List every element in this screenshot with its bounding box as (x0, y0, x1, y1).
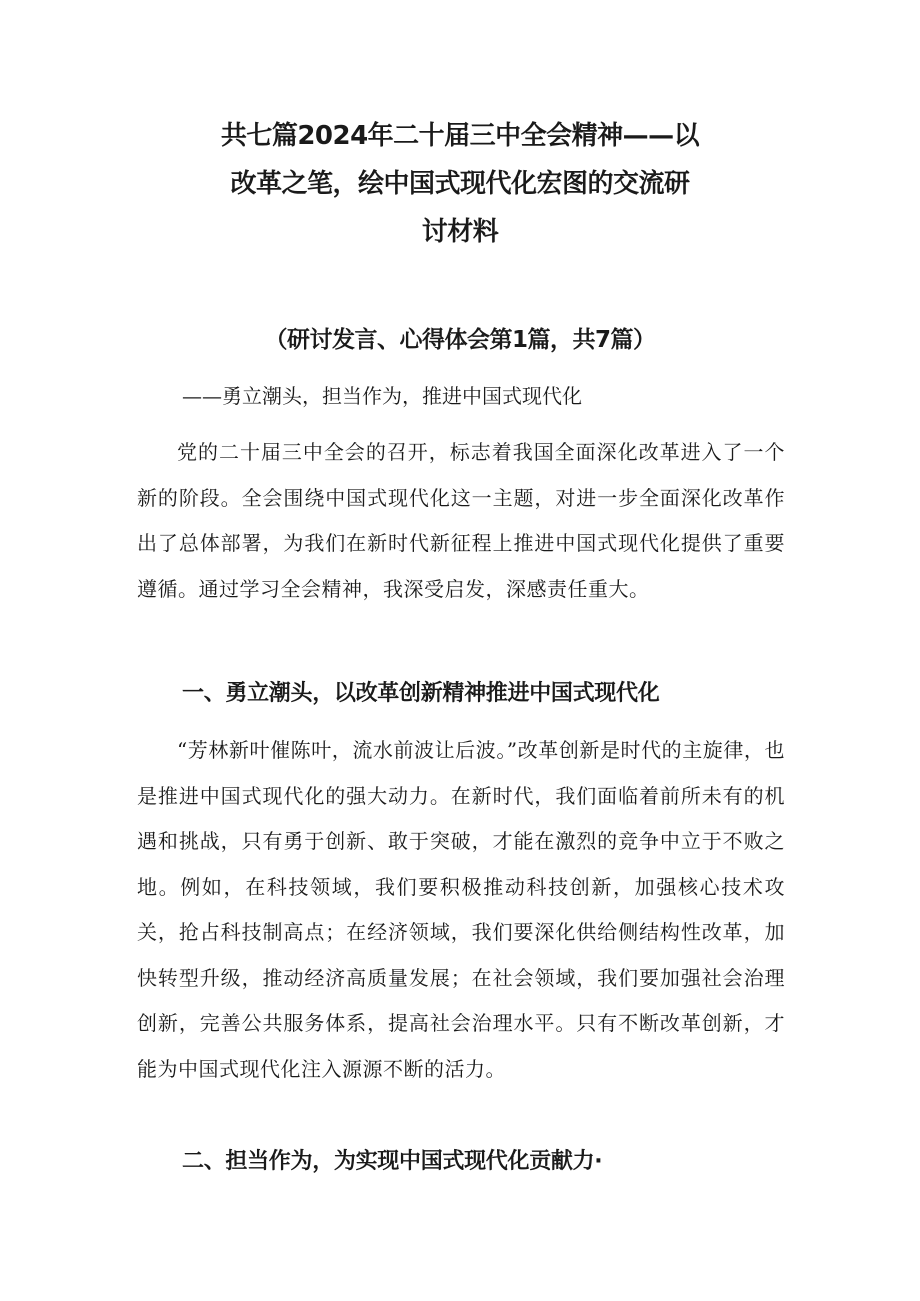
section-2-heading: 二、担当作为，为实现中国式现代化贡献力· (182, 1149, 603, 1174)
title-line-1: 共七篇2024年二十届三中全会精神——以 (220, 121, 700, 151)
document-title (180, 112, 740, 256)
section-1-heading: 一、勇立潮头，以改革创新精神推进中国式现代化 (182, 681, 660, 706)
title-line-3: 讨材料 (421, 217, 499, 247)
document-subtitle: （研讨发言、心得体会第1篇，共7篇） (264, 327, 656, 353)
section-1-paragraph: “芳林新叶催陈叶，流水前波让后波。”改革创新是时代的主旋律，也是推进中国式现代化的强大动力。在新时代，我们面临着前所未有的机遇和挑战，只有勇于创新、敢于突破，才能在激烈的竞争中立于不败之地。例如，在科技领域，我们要积极推动科技创新，加强核心技术攻关，抢占科技制高点；在经济领域，我们要深化供给侧结构性改革，加快转型升级，推动经济高质量发展；在社会领域，我们要加强社会治理创新，完善公共服务体系，提高社会治理水平。只有不断改革创新，才能为中国式现代化注入源源不断的活力。 (137, 738, 785, 1081)
intro-paragraph: 党的二十届三中全会的召开，标志着我国全面深化改革进入了一个新的阶段。全会围绕中国式现代化这一主题，对进一步全面深化改革作出了总体部署，为我们在新时代新征程上推进中国式现代化提供了重要遵循。通过学习全会精神，我深受启发，深感责任重大。 (137, 440, 785, 601)
document-motto: ——勇立潮头，担当作为，推进中国式现代化 (182, 384, 582, 408)
title-line-2: 改革之笔，绘中国式现代化宏图的交流研 (230, 169, 690, 199)
